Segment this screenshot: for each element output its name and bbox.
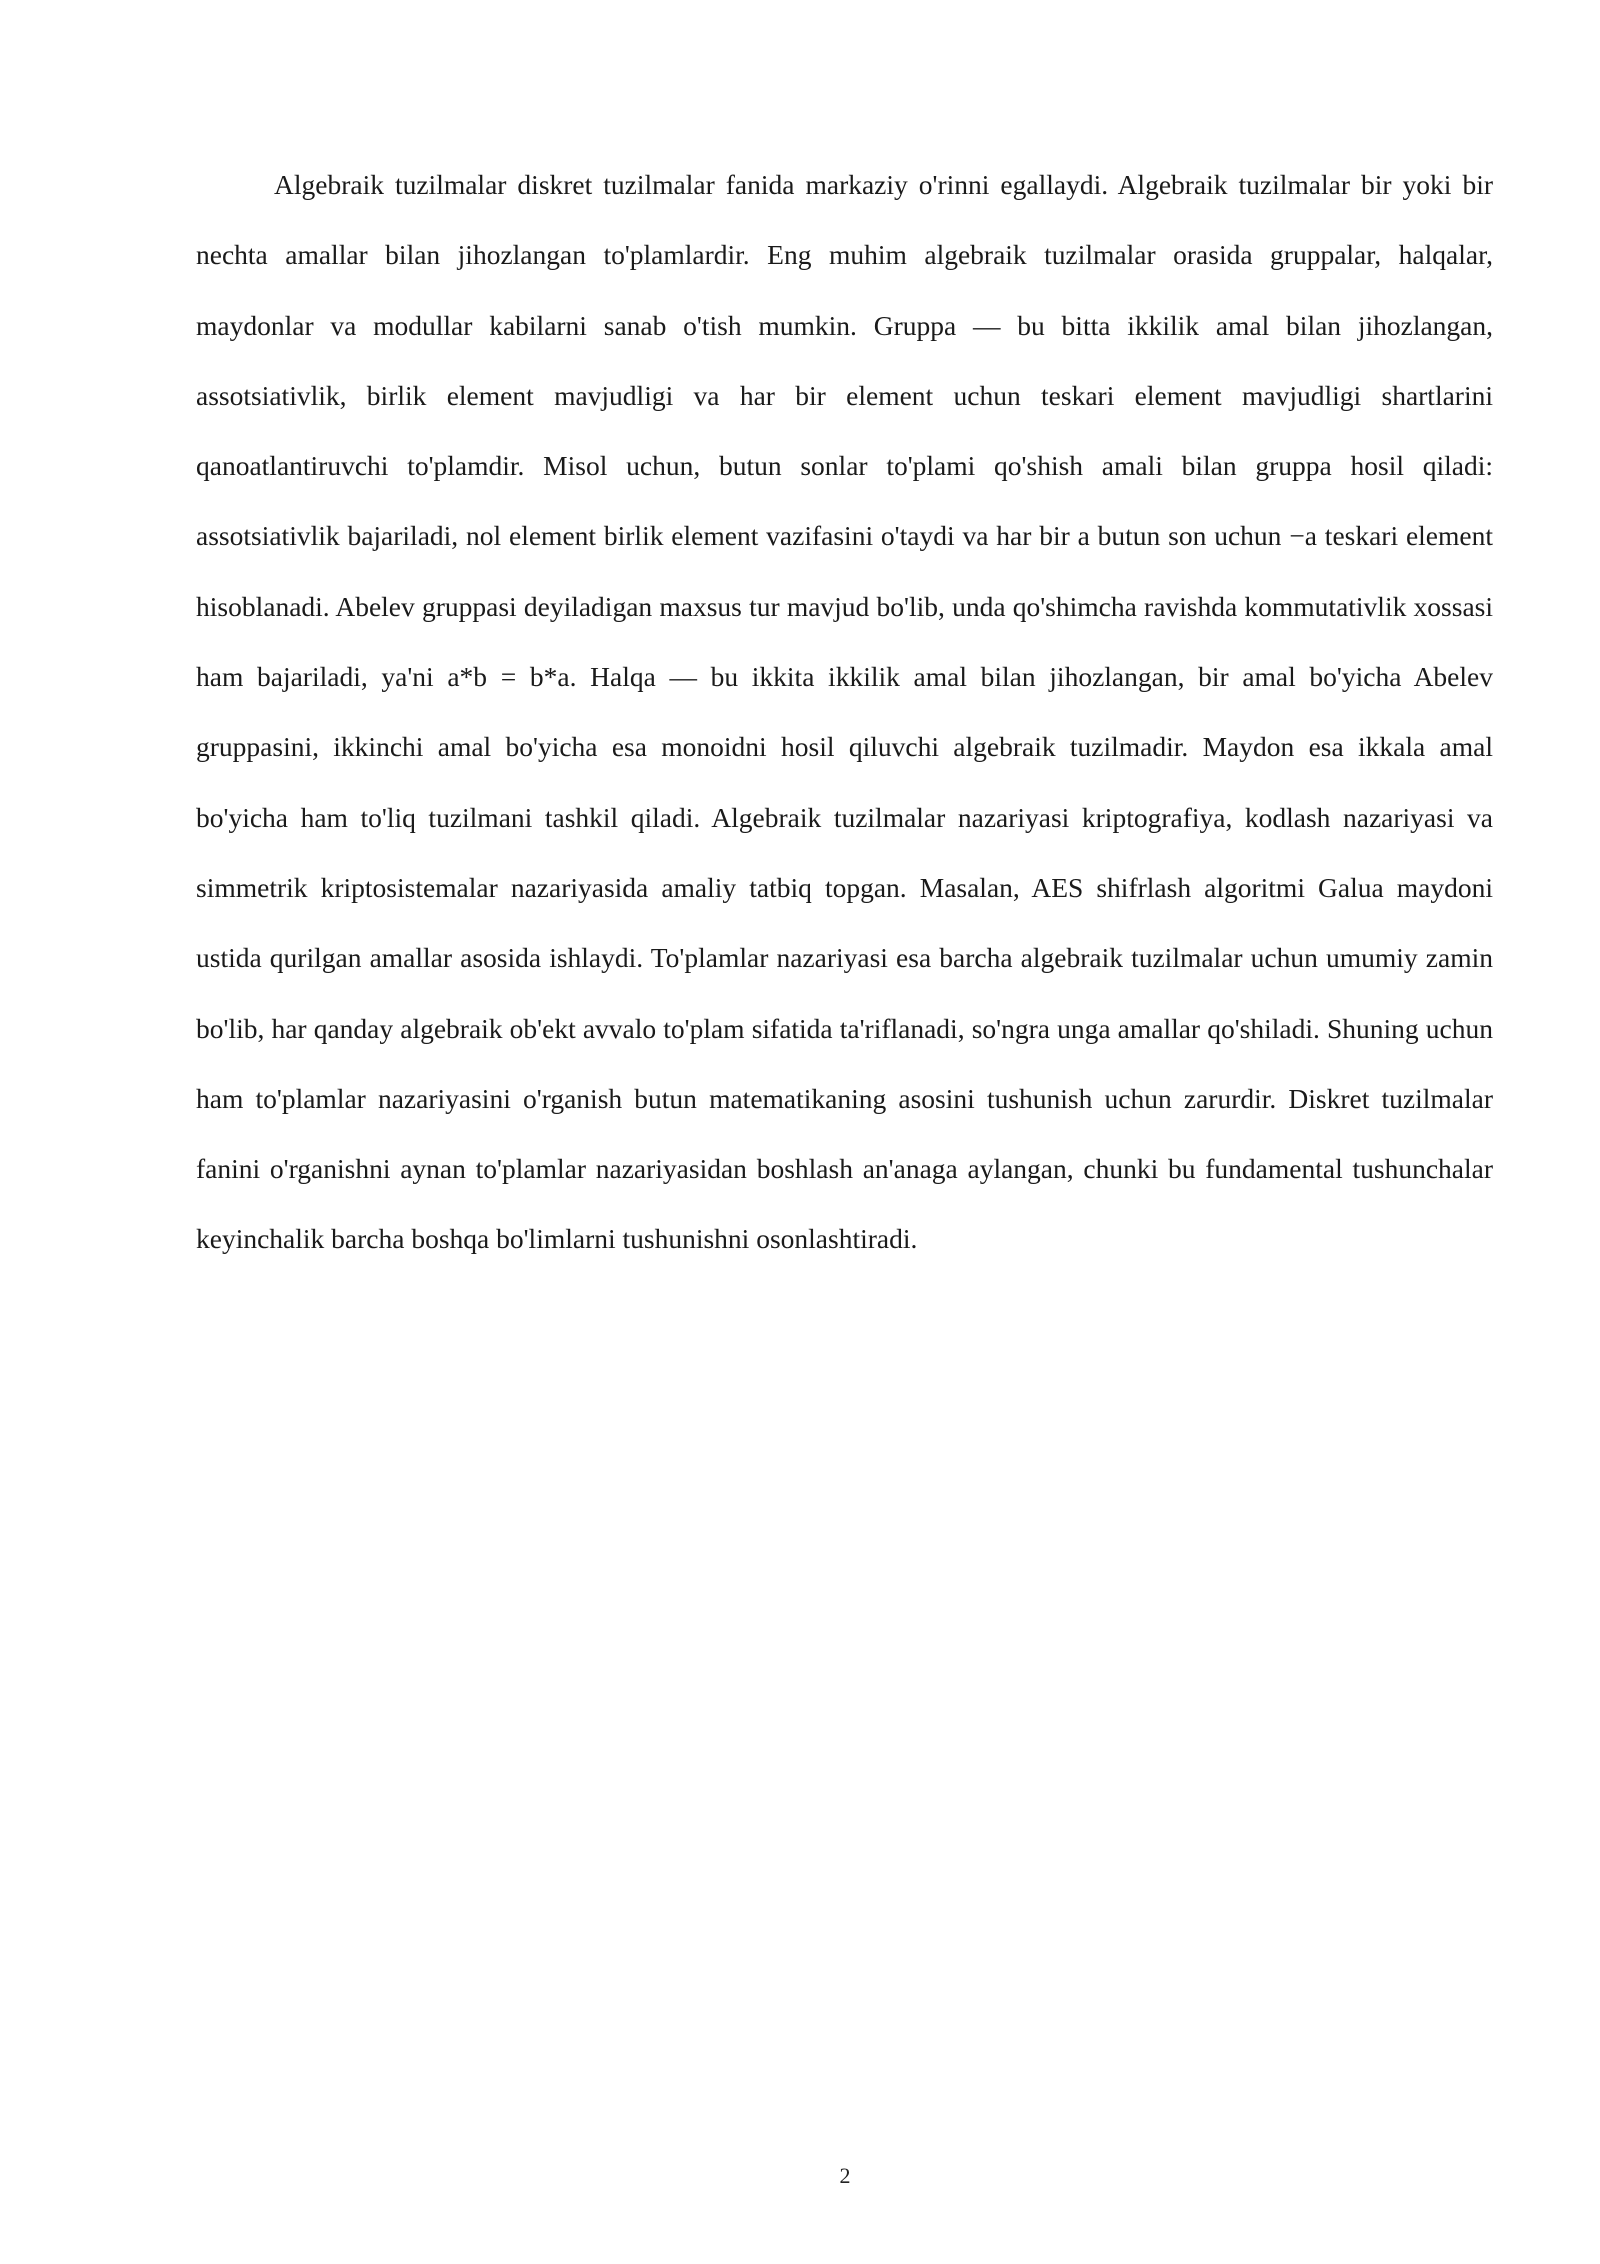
body-paragraph: Algebraik tuzilmalar diskret tuzilmalar fanida markaziy o'rinni egallaydi. Algebraik tuzilmalar bir yoki bir nechta amallar bilan jihozlangan to'plamlardir. Eng muhim algebraik tuzilmalar orasida gruppalar, halqalar, maydonlar va modullar kabilarni sanab o'tish mumkin. Gruppa — bu bitta ikkilik amal bilan jihozlangan, assotsiativlik, birlik element mavjudligi va har bir element uchun teskari element mavjudligi shartlarini qanoatlantiruvchi to'plamdir. Misol uchun, butun sonlar to'plami qo'shish amali bilan gruppa hosil qiladi: assotsiativlik bajariladi, nol element birlik element vazifasini o'taydi va har bir a butun son uchun −a teskari element hisoblanadi. Abelev gruppasi deyiladigan maxsus tur mavjud bo'lib, unda qo'shimcha ravishda kommutativlik xossasi ham bajariladi, ya'ni a*b = b*a. Halqa — bu ikkita ikkilik amal bilan jihozlangan, bir amal bo'yicha Abelev gruppasini, ikkinchi amal bo'yicha esa monoidni hosil qiluvchi algebraik tuzilmadir. Maydon esa ikkala amal bo'yicha ham to'liq tuzilmani tashkil qiladi. Algebraik tuzilmalar nazariyasi kriptografiya, kodlash nazariyasi va simmetrik kriptosistemalar nazariyasida amaliy tatbiq topgan. Masalan, AES shifrlash algoritmi Galua maydoni ustida qurilgan amallar asosida ishlaydi. To'plamlar nazariyasi esa barcha algebraik tuzilmalar uchun umumiy zamin bo'lib, har qanday algebraik ob'ekt avvalo to'plam sifatida ta'riflanadi, so'ngra unga amallar qo'shiladi. Shuning uchun ham to'plamlar nazariyasini o'rganish butun matematikaning asosini tushunish uchun zarurdir. Diskret tuzilmalar fanini o'rganishni aynan to'plamlar nazariyasidan boshlash an'anaga aylangan, chunki bu fundamental tushunchalar keyinchalik barcha boshqa bo'limlarni tushunishni osonlashtiradi. bbox=[196, 169, 1493, 1255]
page-number: 2 bbox=[839, 2163, 851, 2188]
